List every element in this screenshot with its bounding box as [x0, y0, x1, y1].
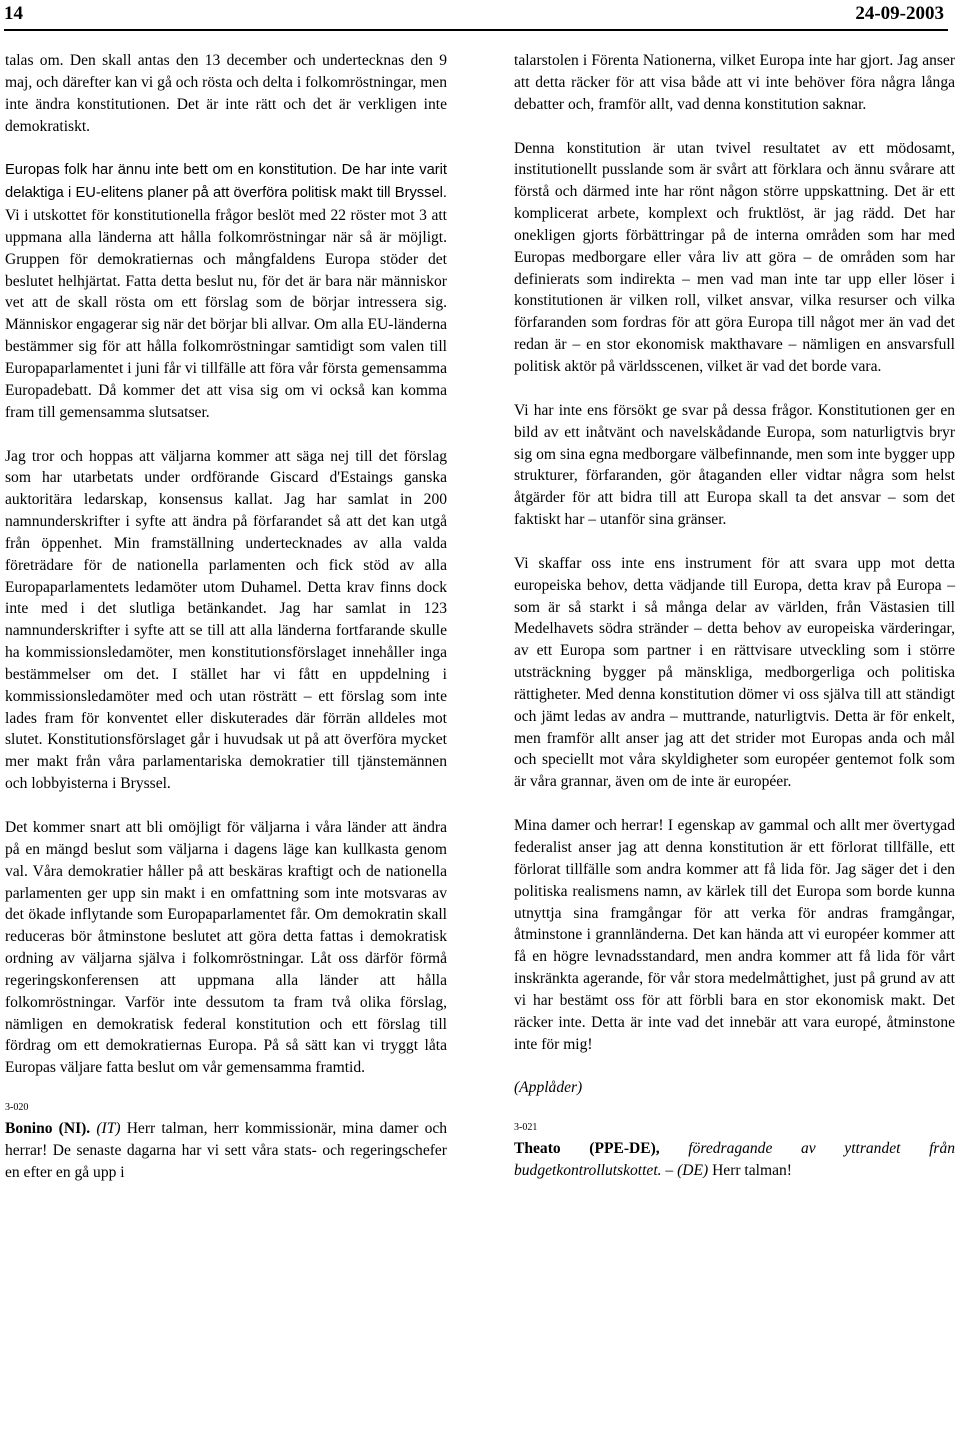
speech-text: Herr talman, herr kommissionär, mina damer och herrar! De senaste dagarna har vi sett våra stats- och regeringschefer en efter en gå upp i — [5, 1120, 448, 1181]
left-paragraph-2 — [5, 159, 447, 423]
speech-marker: 3-020 — [5, 1102, 29, 1114]
right-paragraph-5: Mina damer och herrar! I egenskap av gammal och allt mer övertygad federalist anser jag att denna konstitution är ett förlorat tillfälle, ett förlorat tillfälle som andra kommer att få lida för. Jag säger det i den politiska realismens namn, av kärlek till det Europa som borde kunna utnyttja sina framgångar för att verka för andras framgångar, åtminstone i grannländerna. Det kan hända att vi européer kommer att få en högre levnadsstandard, men andra kommer att få lida för vårt inskränkta agerande, för vår stora medelmåttighet, just på grund av att vi har bestämt oss för att förbli bara en stor ekonomisk makt. Det räcker inte. Detta är inte vad det innebär att vara europé, åtminstone inte för mig! — [514, 817, 955, 1053]
right-paragraph-4: Vi skaffar oss inte ens instrument för att svara upp mot detta europeiska behov, detta vädjande till Europa, detta krav på Europa – som är så starkt i så många delar av världen, från Västasien till Medelhavets södra stränder – detta behov av europeiska värderingar, av ett Europa som partner i en rättvisare utveckling som i större utsträckning bygger på mänskliga, medborgerliga och politiska rättigheter. Med denna konstitution dömer vi oss själva till att ständigt och jämt ledas av andra – muttrande, naturligtvis. Detta är för enkelt, men framför allt anser jag att det strider mot Europas anda och mål och speciellt mot våra skyldigheter som européer gentemot folk som är våra grannar, även om de inte är européer. — [514, 554, 955, 791]
speaker-role: föredragande av yttrandet från budgetkontrollutskottet. — [514, 1140, 955, 1180]
right-paragraph-2: Denna konstitution är utan tvivel resultatet av ett mödosamt, institutionellt pusslande som är svårt att förklara och ännu svårare att förstå och därmed inte har rönt någon större uppskattning. Det är ett komplicerat arbete, komplext och fruktlöst, är jag rädd. Det har onekligen gjorts förbättringar på de interna områden som har med Europas medborgare eller våra liv att göra – de områden som har definierats som indirekta – men vad man inte tar upp eller löser i konstitutionen är vilken roll, vilket ansvar, vilka resurser och vilka förfaranden som fordras för att göra Europa till något mer än vad det redan är – en stor ekonomisk makthavare – nämligen en ansvarsfull politisk aktör på världsscenen, vilket är vad det borde vara. — [514, 139, 955, 375]
page-date: 24-09-2003 — [855, 3, 944, 24]
speech-text: Herr talman! — [712, 1162, 792, 1180]
page-header — [4, 0, 944, 28]
language-tag: (DE) — [677, 1162, 709, 1180]
speech-theato: Theato (PPE-DE), föredragande av yttrandet från budgetkontrollutskottet. – (DE) Herr talman! — [514, 1140, 955, 1180]
speech-bonino — [5, 1118, 447, 1184]
right-paragraph-3: Vi har inte ens försökt ge svar på dessa frågor. Konstitutionen ger en bild av ett inåtvänt och navelskådande Europa, som naturligtvis bryr sig om sina egna medborgare välbefinnande, men som inte bygger upp strukturer, förfaranden, gör åtaganden eller vidtar några som helst åtgärder för att bidra till att Europa skall ta det ansvar – som det faktiskt har – utanför sina gränser. — [514, 401, 955, 529]
left-paragraph-3: Jag tror och hoppas att väljarna kommer att säga nej till det förslag som har utarbetats under ordförande Giscard d'Estaings ganska auktoritära ledarskap, konsensus kallat. Jag har samlat in 200 namnunderskrifter i syfte att ändra på förfarandet så att det kan utgå från öppenhet. Min framställning undertecknades av alla valda företrädare för de nationella parlamenten och fick stöd av alla Europaparlamentets ledamöter utom Duhamel. Detta krav finns dock inte med i det slutliga betänkandet. Jag har samlat in 123 namnunderskrifter i syfte att se till att alla länderna fortfarande skulle ha kommissionsledamöter, men konstitutionsförslaget innehåller inga bestämmelser om det. I stället har vi fått en uppdelning i kommissionsledamöter med och utan rösträtt – ett förslag som inte lades fram för konventet eller diskuterades där förrän alldeles mot slutet. Konstitutionsförslaget går i huvudsak ut på att överföra mycket mer makt från våra parlamentariska demokratier till tjänstemännen och lobbyisterna i Bryssel. — [5, 447, 447, 793]
left-paragraph-2-sans-part: Europas folk har ännu inte bett om en konstitution. De har inte varit delaktiga i EU-elitens planer på att överföra politisk makt till Bryssel. — [5, 162, 447, 202]
left-paragraph-4: Det kommer snart att bli omöjligt för väljarna i våra länder att ändra på en mängd beslut som väljarna i dagens läge kan kullkasta genom val. Våra demokratier håller på att beskäras kraftigt och de nationella parlamenten ger upp sin makt i en omfattning som inte motsvaras av det ökade inflytande som Europaparlamentet får. Om demokratin skall reduceras bör åtminstone beslutet att göra detta fattas i demokratisk ordning av väljarna själva i folkomröstningar. Låt oss därför förmå regeringskonferensen att uppmana alla länder att hålla folkomröstningar. Varför inte dessutom ta fram två olika förslag, nämligen en demokratisk federal konstitution och ett förslag till fördrag om ett demokratiernas Europa. På så sätt kan vi tryggt låta Europas väljare fatta beslut om vår gemensamma framtid. — [5, 819, 447, 1077]
header-rule — [4, 29, 948, 31]
left-column — [5, 50, 447, 1184]
page-number: 14 — [4, 3, 23, 24]
speaker-name: Bonino (NI). — [5, 1120, 91, 1138]
applause-note: (Applåder) — [514, 1079, 583, 1097]
left-paragraph-2-serif-part: Vi i utskottet för konstitutionella frågor beslöt med 22 röster mot 3 att uppmana alla länderna att hålla folkomröstningar när så är möjligt. Gruppen för demokratiernas och mångfaldens Europa stöder det beslutet helhjärtat. Fatta detta beslut nu, för det är bara när människor vet att de skall rösta om ett förslag som de börjar intressera sig. Människor engagerar sig när det börjar bli allvar. Om alla EU-länderna bestämmer sig för att hålla folkomröstningar samtidigt som valen till Europaparlamentet i juni får vi tillfälle att föra vår första gemensamma Europadebatt. Då kommer det att visa sig om vi också kan komma fram till gemensamma slutsatser. — [5, 207, 447, 421]
left-paragraph-1: talas om. Den skall antas den 13 december och undertecknas den 9 maj, och därefter kan vi gå och rösta och delta i folkomröstningar, men inte ändra konstitutionen. Det är inte rätt och det är verkligen inte demokratiskt. — [5, 52, 447, 135]
right-paragraph-1: talarstolen i Förenta Nationerna, vilket Europa inte har gjort. Jag anser att detta räcker för att visa både att vi inte behöver föra några långa debatter och, framför allt, vad denna konstitution saknar. — [514, 52, 955, 113]
speaker-name: Theato (PPE-DE), — [514, 1140, 660, 1158]
language-tag: (IT) — [96, 1120, 121, 1138]
right-column — [514, 50, 955, 1182]
speech-marker: 3-021 — [514, 1122, 538, 1134]
